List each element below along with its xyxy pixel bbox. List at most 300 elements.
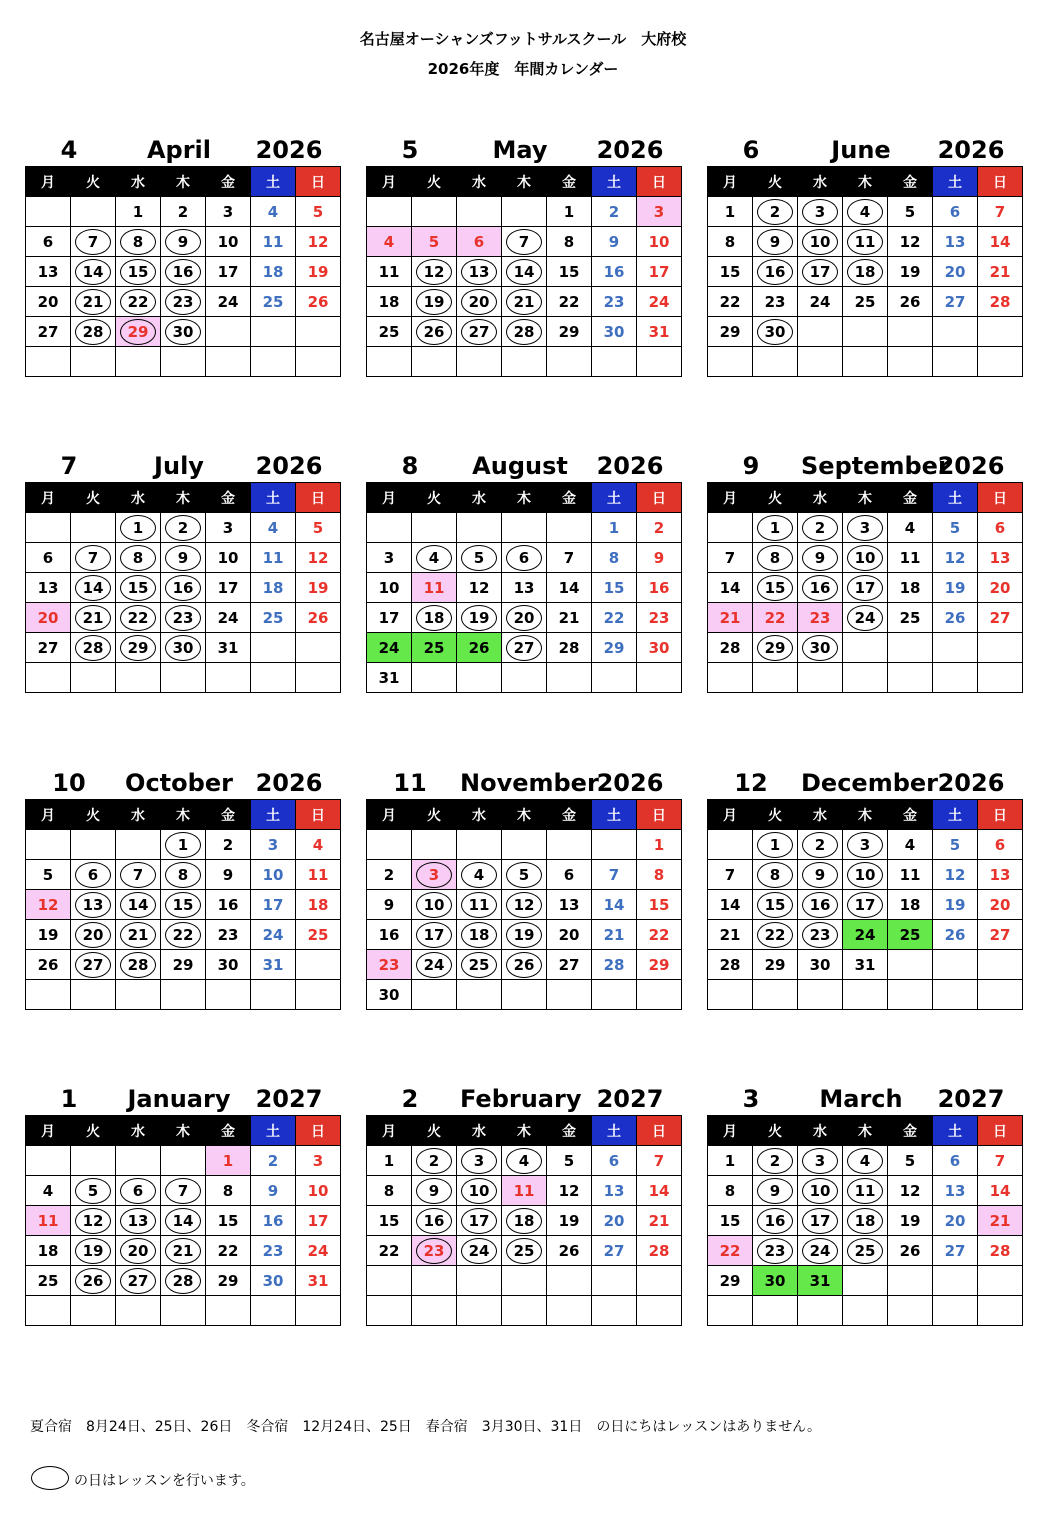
empty-cell — [888, 633, 933, 663]
empty-cell — [296, 633, 341, 663]
day-cell: 6 — [26, 227, 71, 257]
day-cell: 31 — [206, 633, 251, 663]
empty-cell — [26, 980, 71, 1010]
weekday-header: 月 — [26, 483, 71, 513]
day-cell: 17 — [843, 573, 888, 603]
legend-note: の日はレッスンを行います。 — [74, 1473, 255, 1489]
weekday-header: 土 — [933, 167, 978, 197]
day-cell: 12 — [933, 543, 978, 573]
day-cell: 25 — [888, 603, 933, 633]
day-cell: 9 — [753, 1176, 798, 1206]
empty-cell — [637, 663, 682, 693]
day-cell: 17 — [206, 573, 251, 603]
day-cell: 23 — [592, 287, 637, 317]
day-cell: 13 — [26, 257, 71, 287]
weekday-header: 水 — [457, 800, 502, 830]
empty-cell — [933, 1296, 978, 1326]
empty-cell — [26, 1146, 71, 1176]
empty-cell — [843, 663, 888, 693]
empty-cell — [888, 1296, 933, 1326]
day-cell: 9 — [161, 543, 206, 573]
empty-cell — [412, 1296, 457, 1326]
day-cell: 1 — [637, 830, 682, 860]
day-cell: 9 — [206, 860, 251, 890]
day-cell: 10 — [251, 860, 296, 890]
empty-cell — [296, 317, 341, 347]
day-cell: 14 — [592, 890, 637, 920]
day-cell: 24 — [637, 287, 682, 317]
day-cell: 31 — [798, 1266, 843, 1296]
weekday-header: 木 — [843, 483, 888, 513]
day-cell: 6 — [933, 1146, 978, 1176]
day-cell: 31 — [637, 317, 682, 347]
day-cell: 2 — [367, 860, 412, 890]
day-cell: 28 — [161, 1266, 206, 1296]
month-name: January — [127, 1085, 231, 1113]
empty-cell — [592, 830, 637, 860]
day-cell: 16 — [753, 1206, 798, 1236]
day-cell: 11 — [502, 1176, 547, 1206]
empty-cell — [26, 663, 71, 693]
day-cell: 13 — [457, 257, 502, 287]
weekday-header: 日 — [296, 1116, 341, 1146]
day-cell: 5 — [296, 197, 341, 227]
day-cell: 23 — [637, 603, 682, 633]
month-year: 2026 — [937, 769, 1005, 797]
empty-cell — [457, 830, 502, 860]
empty-cell — [206, 663, 251, 693]
month-year: 2026 — [937, 452, 1005, 480]
day-cell: 17 — [206, 257, 251, 287]
day-cell: 18 — [251, 573, 296, 603]
day-cell: 25 — [367, 317, 412, 347]
weekday-header: 火 — [71, 483, 116, 513]
empty-cell — [592, 1296, 637, 1326]
day-cell: 2 — [161, 197, 206, 227]
day-cell: 2 — [753, 1146, 798, 1176]
day-cell: 1 — [206, 1146, 251, 1176]
weekday-header: 日 — [978, 167, 1023, 197]
day-cell: 20 — [547, 920, 592, 950]
day-cell: 14 — [708, 890, 753, 920]
day-cell: 12 — [26, 890, 71, 920]
month-name: October — [125, 769, 233, 797]
month-year: 2027 — [937, 1085, 1005, 1113]
day-cell: 11 — [367, 257, 412, 287]
day-cell: 18 — [26, 1236, 71, 1266]
weekday-header: 木 — [502, 800, 547, 830]
empty-cell — [978, 1266, 1023, 1296]
weekday-header: 月 — [708, 800, 753, 830]
day-cell: 17 — [798, 1206, 843, 1236]
day-cell: 4 — [888, 830, 933, 860]
day-cell: 7 — [592, 860, 637, 890]
empty-cell — [592, 347, 637, 377]
weekday-header: 土 — [251, 483, 296, 513]
month-header — [25, 1085, 335, 1115]
empty-cell — [412, 1266, 457, 1296]
day-cell: 5 — [933, 513, 978, 543]
day-cell: 18 — [502, 1206, 547, 1236]
day-cell: 20 — [502, 603, 547, 633]
weekday-header: 金 — [547, 167, 592, 197]
empty-cell — [502, 1296, 547, 1326]
month-name: December — [801, 769, 939, 797]
day-cell: 3 — [798, 1146, 843, 1176]
day-cell: 1 — [161, 830, 206, 860]
empty-cell — [412, 663, 457, 693]
day-cell: 10 — [798, 227, 843, 257]
empty-cell — [502, 347, 547, 377]
empty-cell — [708, 347, 753, 377]
empty-cell — [547, 1266, 592, 1296]
day-cell: 26 — [547, 1236, 592, 1266]
day-cell: 24 — [798, 287, 843, 317]
empty-cell — [592, 663, 637, 693]
weekday-header: 土 — [592, 167, 637, 197]
weekday-header: 土 — [592, 800, 637, 830]
empty-cell — [798, 1296, 843, 1326]
empty-cell — [296, 347, 341, 377]
day-cell: 29 — [753, 950, 798, 980]
month-header — [366, 1085, 676, 1115]
empty-cell — [547, 663, 592, 693]
day-cell: 17 — [367, 603, 412, 633]
day-cell: 29 — [592, 633, 637, 663]
day-cell: 7 — [708, 860, 753, 890]
day-cell: 26 — [933, 920, 978, 950]
month-number: 11 — [393, 769, 427, 797]
day-cell: 12 — [502, 890, 547, 920]
empty-cell — [412, 347, 457, 377]
empty-cell — [71, 513, 116, 543]
empty-cell — [71, 980, 116, 1010]
day-cell: 15 — [547, 257, 592, 287]
day-cell: 24 — [798, 1236, 843, 1266]
day-cell: 2 — [798, 513, 843, 543]
day-cell: 23 — [798, 920, 843, 950]
empty-cell — [708, 980, 753, 1010]
day-cell: 28 — [116, 950, 161, 980]
empty-cell — [251, 633, 296, 663]
month-header — [366, 769, 676, 799]
empty-cell — [978, 1296, 1023, 1326]
weekday-header: 月 — [708, 483, 753, 513]
empty-cell — [637, 1296, 682, 1326]
empty-cell — [843, 347, 888, 377]
weekday-header: 月 — [26, 800, 71, 830]
empty-cell — [798, 980, 843, 1010]
month-name: July — [154, 452, 204, 480]
month-header — [366, 136, 676, 166]
weekday-header: 木 — [843, 1116, 888, 1146]
empty-cell — [161, 1296, 206, 1326]
weekday-header: 水 — [457, 167, 502, 197]
empty-cell — [708, 663, 753, 693]
weekday-header: 火 — [71, 800, 116, 830]
weekday-header: 水 — [116, 167, 161, 197]
day-cell: 30 — [161, 317, 206, 347]
day-cell: 28 — [71, 317, 116, 347]
empty-cell — [547, 830, 592, 860]
empty-cell — [26, 197, 71, 227]
weekday-header: 月 — [708, 167, 753, 197]
empty-cell — [502, 663, 547, 693]
day-cell: 10 — [412, 890, 457, 920]
month-name: February — [460, 1085, 582, 1113]
day-cell: 1 — [708, 1146, 753, 1176]
empty-cell — [116, 347, 161, 377]
weekday-header: 日 — [637, 1116, 682, 1146]
weekday-header: 土 — [592, 1116, 637, 1146]
day-cell: 18 — [457, 920, 502, 950]
day-cell: 4 — [367, 227, 412, 257]
day-cell: 31 — [251, 950, 296, 980]
day-cell: 7 — [708, 543, 753, 573]
day-cell: 31 — [296, 1266, 341, 1296]
day-cell: 29 — [547, 317, 592, 347]
weekday-header: 水 — [798, 800, 843, 830]
day-cell: 13 — [502, 573, 547, 603]
day-cell: 20 — [933, 257, 978, 287]
month-calendar — [25, 1085, 335, 1326]
day-cell: 25 — [843, 1236, 888, 1266]
day-cell: 23 — [251, 1236, 296, 1266]
day-cell: 3 — [798, 197, 843, 227]
day-cell: 18 — [296, 890, 341, 920]
empty-cell — [457, 197, 502, 227]
empty-cell — [161, 663, 206, 693]
day-cell: 8 — [547, 227, 592, 257]
day-cell: 17 — [296, 1206, 341, 1236]
weekday-header: 金 — [888, 800, 933, 830]
day-cell: 14 — [708, 573, 753, 603]
day-cell: 22 — [592, 603, 637, 633]
day-cell: 3 — [412, 860, 457, 890]
weekday-header: 火 — [753, 483, 798, 513]
day-cell: 15 — [116, 257, 161, 287]
weekday-header: 日 — [637, 483, 682, 513]
month-name: November — [460, 769, 599, 797]
day-cell: 12 — [933, 860, 978, 890]
day-cell: 25 — [843, 287, 888, 317]
empty-cell — [412, 830, 457, 860]
day-cell: 25 — [251, 287, 296, 317]
month-calendar — [25, 769, 335, 1010]
day-cell: 22 — [753, 920, 798, 950]
empty-cell — [753, 663, 798, 693]
day-cell: 22 — [161, 920, 206, 950]
month-number: 3 — [742, 1085, 760, 1113]
day-cell: 19 — [933, 573, 978, 603]
day-cell: 16 — [161, 257, 206, 287]
day-cell: 14 — [71, 257, 116, 287]
empty-cell — [412, 197, 457, 227]
weekday-header: 土 — [592, 483, 637, 513]
day-cell: 11 — [26, 1206, 71, 1236]
day-cell: 24 — [206, 287, 251, 317]
day-cell: 9 — [251, 1176, 296, 1206]
day-cell: 12 — [547, 1176, 592, 1206]
day-cell: 11 — [888, 860, 933, 890]
day-cell: 16 — [251, 1206, 296, 1236]
empty-cell — [502, 197, 547, 227]
empty-cell — [547, 1296, 592, 1326]
weekday-header: 火 — [753, 167, 798, 197]
month-header — [366, 452, 676, 482]
day-cell: 26 — [412, 317, 457, 347]
day-cell: 15 — [753, 890, 798, 920]
day-cell: 22 — [116, 603, 161, 633]
day-cell: 8 — [592, 543, 637, 573]
day-cell: 11 — [888, 543, 933, 573]
day-cell: 26 — [933, 603, 978, 633]
day-cell: 30 — [637, 633, 682, 663]
weekday-header: 金 — [206, 483, 251, 513]
day-cell: 22 — [116, 287, 161, 317]
day-cell: 2 — [251, 1146, 296, 1176]
day-cell: 15 — [161, 890, 206, 920]
empty-cell — [888, 317, 933, 347]
day-cell: 8 — [116, 543, 161, 573]
day-cell: 26 — [502, 950, 547, 980]
empty-cell — [888, 663, 933, 693]
weekday-header: 火 — [753, 800, 798, 830]
day-cell: 29 — [206, 1266, 251, 1296]
day-cell: 5 — [547, 1146, 592, 1176]
day-cell: 28 — [547, 633, 592, 663]
month-number: 6 — [742, 136, 760, 164]
month-year: 2026 — [596, 769, 664, 797]
month-header — [25, 136, 335, 166]
empty-cell — [708, 513, 753, 543]
weekday-header: 木 — [843, 800, 888, 830]
day-cell: 6 — [116, 1176, 161, 1206]
day-cell: 19 — [888, 257, 933, 287]
day-cell: 14 — [71, 573, 116, 603]
empty-cell — [753, 347, 798, 377]
empty-cell — [637, 980, 682, 1010]
day-cell: 4 — [26, 1176, 71, 1206]
month-header — [707, 452, 1017, 482]
month-year: 2027 — [596, 1085, 664, 1113]
empty-cell — [161, 980, 206, 1010]
day-cell: 14 — [978, 1176, 1023, 1206]
day-cell: 26 — [888, 1236, 933, 1266]
day-cell: 5 — [888, 197, 933, 227]
day-cell: 31 — [843, 950, 888, 980]
empty-cell — [502, 1266, 547, 1296]
day-cell: 17 — [843, 890, 888, 920]
day-cell: 21 — [978, 1206, 1023, 1236]
day-cell: 18 — [843, 1206, 888, 1236]
day-cell: 13 — [978, 860, 1023, 890]
day-cell: 12 — [888, 227, 933, 257]
weekday-header: 木 — [161, 800, 206, 830]
weekday-header: 木 — [161, 483, 206, 513]
day-cell: 4 — [888, 513, 933, 543]
empty-cell — [251, 663, 296, 693]
day-cell: 22 — [637, 920, 682, 950]
day-cell: 14 — [116, 890, 161, 920]
day-cell: 24 — [457, 1236, 502, 1266]
day-cell: 16 — [798, 573, 843, 603]
day-cell: 15 — [637, 890, 682, 920]
empty-cell — [251, 1296, 296, 1326]
day-cell: 7 — [116, 860, 161, 890]
day-cell: 19 — [296, 573, 341, 603]
day-cell: 17 — [251, 890, 296, 920]
month-calendar — [707, 136, 1017, 377]
day-cell: 10 — [843, 860, 888, 890]
day-cell: 8 — [206, 1176, 251, 1206]
empty-cell — [933, 347, 978, 377]
day-cell: 5 — [296, 513, 341, 543]
day-cell: 20 — [116, 1236, 161, 1266]
empty-cell — [412, 980, 457, 1010]
weekday-header: 木 — [161, 1116, 206, 1146]
day-cell: 5 — [26, 860, 71, 890]
day-cell: 22 — [753, 603, 798, 633]
day-cell: 2 — [798, 830, 843, 860]
weekday-header: 日 — [637, 800, 682, 830]
weekday-header: 月 — [26, 1116, 71, 1146]
weekday-header: 水 — [798, 483, 843, 513]
month-header — [707, 1085, 1017, 1115]
day-cell: 20 — [592, 1206, 637, 1236]
empty-cell — [71, 347, 116, 377]
day-cell: 3 — [367, 543, 412, 573]
month-calendar — [707, 769, 1017, 1010]
empty-cell — [592, 980, 637, 1010]
empty-cell — [798, 317, 843, 347]
weekday-header: 水 — [116, 1116, 161, 1146]
empty-cell — [978, 663, 1023, 693]
day-cell: 21 — [71, 603, 116, 633]
day-cell: 15 — [206, 1206, 251, 1236]
day-cell: 15 — [592, 573, 637, 603]
weekday-header: 木 — [502, 167, 547, 197]
weekday-header: 火 — [412, 800, 457, 830]
empty-cell — [547, 347, 592, 377]
day-cell: 24 — [412, 950, 457, 980]
day-cell: 7 — [978, 1146, 1023, 1176]
day-cell: 27 — [978, 603, 1023, 633]
day-cell: 7 — [161, 1176, 206, 1206]
empty-cell — [888, 347, 933, 377]
empty-cell — [251, 980, 296, 1010]
day-cell: 10 — [798, 1176, 843, 1206]
empty-cell — [637, 1266, 682, 1296]
empty-cell — [978, 347, 1023, 377]
day-cell: 28 — [978, 1236, 1023, 1266]
day-cell: 8 — [116, 227, 161, 257]
empty-cell — [296, 980, 341, 1010]
day-cell: 21 — [161, 1236, 206, 1266]
day-cell: 30 — [367, 980, 412, 1010]
day-cell: 3 — [637, 197, 682, 227]
empty-cell — [296, 663, 341, 693]
day-cell: 10 — [843, 543, 888, 573]
day-cell: 19 — [296, 257, 341, 287]
month-name: September — [801, 452, 950, 480]
day-cell: 11 — [843, 227, 888, 257]
month-table — [366, 799, 682, 1010]
empty-cell — [933, 663, 978, 693]
day-cell: 18 — [412, 603, 457, 633]
day-cell: 29 — [708, 1266, 753, 1296]
empty-cell — [367, 197, 412, 227]
